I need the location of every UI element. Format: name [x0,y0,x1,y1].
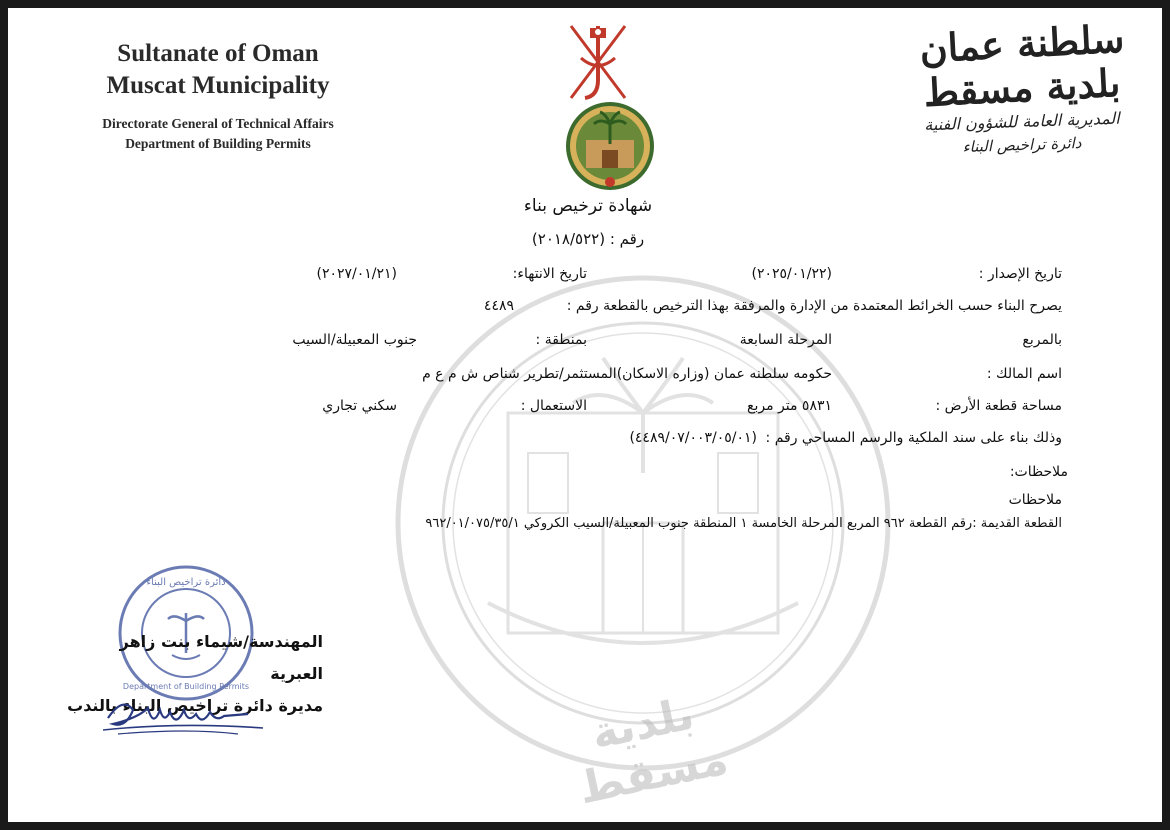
remarks-label-2: ملاحظات [1008,492,1062,508]
old-plot-remark: القطعة القديمة :رقم القطعة ٩٦٢ المربع المرحلة الخامسة ١ المنطقة جنوب المعبيلة/السيب الكروكي ٩٦٢/٠١/٠٧٥/٣٥/١ [425,516,1062,531]
header-ar-municipality: بلدية مسقط [922,59,1122,116]
plot-number: ٤٤٨٩ [483,298,514,314]
deed-row [282,430,1062,452]
watermark-text: بلدية مسقط [574,688,733,815]
header-ar-country: سلطنة عمان [918,15,1126,72]
header-ar-department: دائرة تراخيص البناء [962,133,1082,157]
header-department: Department of Building Permits [125,136,311,151]
expiry-date-label: تاريخ الانتهاء: [512,266,587,282]
issue-date-value: (٢٠٢٥/٠١/٢٢) [751,266,832,282]
deed-number: (٤٤٨٩/٠٧/٠٠٣/٠٥/٠١) [629,430,757,446]
certificate-number [428,230,748,248]
area-value: جنوب المعبيلة/السيب [292,332,417,348]
stamp-ar-text: دائرة تراخيص البناء [146,577,226,588]
certificate-number-value: (٢٠١٨/٥٢٢) [531,230,606,248]
land-row [282,398,1062,420]
expiry-date-value: (٢٠٢٧/٠١/٢١) [316,266,397,282]
header-ar-directorate: المديرية العامة للشؤون الفنية [923,108,1120,135]
land-area-value: ٥٨٣١ متر مربع [747,398,832,414]
permit-row [282,298,1062,320]
owner-label: اسم المالك : [986,366,1062,382]
header-municipality: Muscat Municipality [106,72,330,99]
certificate-title: شهادة ترخيص بناء [523,196,653,216]
issue-date-label: تاريخ الإصدار : [978,266,1062,282]
header-country: Sultanate of Oman [117,40,319,67]
signature-icon [98,688,268,738]
owner-row [282,366,1062,388]
signatory-title: مديرة دائرة تراخيص البناء بالندب [67,696,323,715]
deed-statement: وذلك بناء على سند الملكية والرسم المساحي رقم : [765,430,1062,446]
location-row [282,332,1062,354]
area-label: بمنطقة : [535,332,587,348]
remarks-label-1: ملاحظات: [1009,464,1068,480]
header-directorate: Directorate General of Technical Affairs [102,116,334,131]
municipality-seal-icon [564,100,656,192]
permit-statement: يصرح البناء حسب الخرائط المعتمدة من الإدارة والمرفقة بهذا الترخيص بالقطعة رقم : [566,298,1062,314]
english-header [48,38,388,154]
certificate-page [8,8,1162,822]
land-area-label: مساحة قطعة الأرض : [935,398,1062,414]
owner-value: حكومه سلطنه عمان (وزاره الاسكان)المستثمر/تطرير شناص ش م ع م [422,366,832,382]
land-use-value: سكني تجاري [322,398,397,414]
khanjar-emblem-icon [563,18,633,103]
dates-row [282,266,1062,288]
arabic-header [902,15,1142,197]
square-value: المرحلة السابعة [739,332,832,348]
square-label: بالمربع [1022,332,1062,348]
certificate-number-label: رقم : [609,230,645,248]
stamp-en-text: Department of Building Permits [122,682,250,691]
land-use-label: الاستعمال : [520,398,587,414]
signatory-name: المهندسة/شيماء بنت زاهر العبرية [119,632,323,683]
